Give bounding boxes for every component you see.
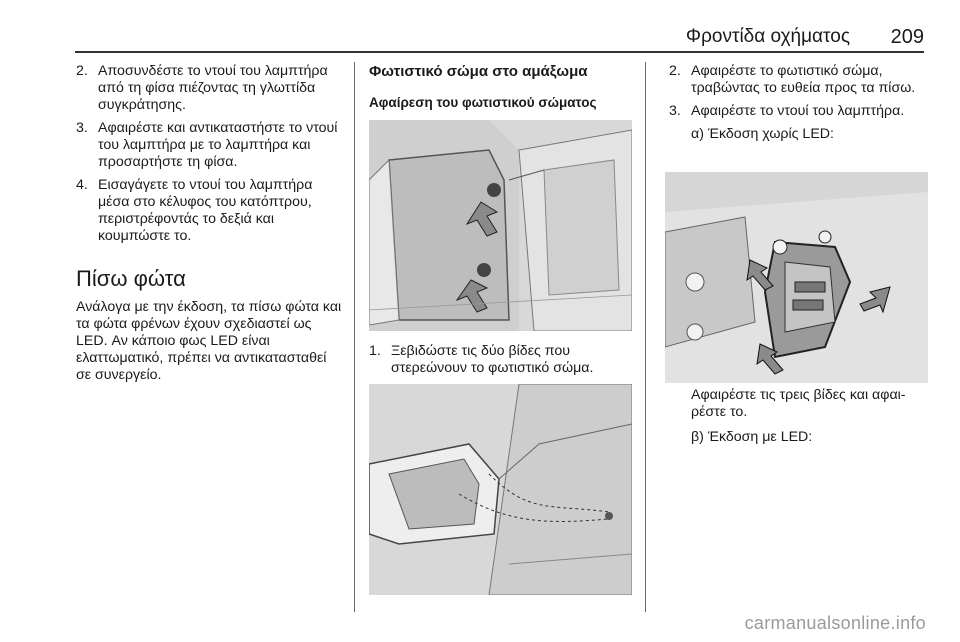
- column-divider-right: [645, 62, 646, 612]
- step-number: 1.: [369, 343, 381, 359]
- version-a-label: α) Έκδοση χωρίς LED:: [691, 126, 834, 142]
- step-2: [76, 63, 344, 114]
- step-number: 4.: [76, 177, 88, 193]
- left-column: [76, 63, 344, 384]
- step-text: Ξεβιδώστε τις δύο βίδες που στερεώνουν το φωτιστικό σώμα.: [391, 343, 594, 376]
- middle-step-1: [369, 343, 637, 383]
- page-header-title: Φροντίδα οχήματος: [685, 26, 850, 47]
- subsection-heading: Φωτιστικό σώμα στο αμάξωμα: [369, 63, 588, 80]
- column-divider-left: [354, 62, 355, 612]
- illustration-bulb-holder: [665, 172, 928, 383]
- step-2-right: [669, 63, 931, 97]
- step-text: Αφαιρέστε και αντικαταστήστε το ντουί του λαμπτήρα με το λαμπτήρα και προσαρτήστε τη φίσα.: [98, 120, 338, 170]
- step-text: Αφαιρέστε το φωτιστικό σώμα, τραβώντας το ευθεία προς τα πίσω.: [691, 63, 916, 96]
- remove-screws-text: Αφαιρέστε τις τρεις βίδες και αφαι-ρέστε το.: [691, 387, 906, 420]
- step-text: Αφαιρέστε το ντουί του λαμπτήρα.: [691, 103, 905, 119]
- section-heading-rear-lights: Πίσω φώτα: [76, 266, 186, 291]
- step-text: Εισαγάγετε το ντουί του λαμπτήρα μέσα στο κέλυφος του κατόπτρου, περιστρέφοντάς το δεξιά και κουμπώστε το.: [98, 177, 313, 244]
- illustration-tail-light-screws: [369, 120, 632, 331]
- step-text: Αποσυνδέστε το ντουί του λαμπτήρα από τη φίσα πιέζοντας τη γλωττίδα συγκράτησης.: [98, 63, 328, 113]
- right-column: [669, 63, 931, 143]
- step-number: 2.: [76, 63, 88, 79]
- header-divider: [75, 51, 924, 53]
- step-number: 3.: [76, 120, 88, 136]
- step-3: [76, 120, 344, 171]
- version-b-label: β) Έκδοση με LED:: [691, 429, 813, 445]
- step-number: 3.: [669, 103, 681, 119]
- subsection-subheading: Αφαίρεση του φωτιστικού σώματος: [369, 95, 597, 110]
- step-3-right: [669, 103, 931, 120]
- section-body-text: Ανάλογα με την έκδοση, τα πίσω φώτα και τα φώτα φρένων έχουν σχεδιαστεί ως LED. Αν κάποιο φως LED είναι ελαττωματικό, πρέπει να αντικατασταθεί σε συνεργείο.: [76, 299, 342, 383]
- step-number: 2.: [669, 63, 681, 79]
- right-column-lower: [669, 387, 931, 446]
- step-4: [76, 177, 344, 245]
- illustration-tail-light-removal: [369, 384, 632, 595]
- watermark: carmanualsonline.info: [744, 613, 926, 633]
- page-number: 209: [890, 26, 924, 48]
- middle-column: [369, 63, 637, 111]
